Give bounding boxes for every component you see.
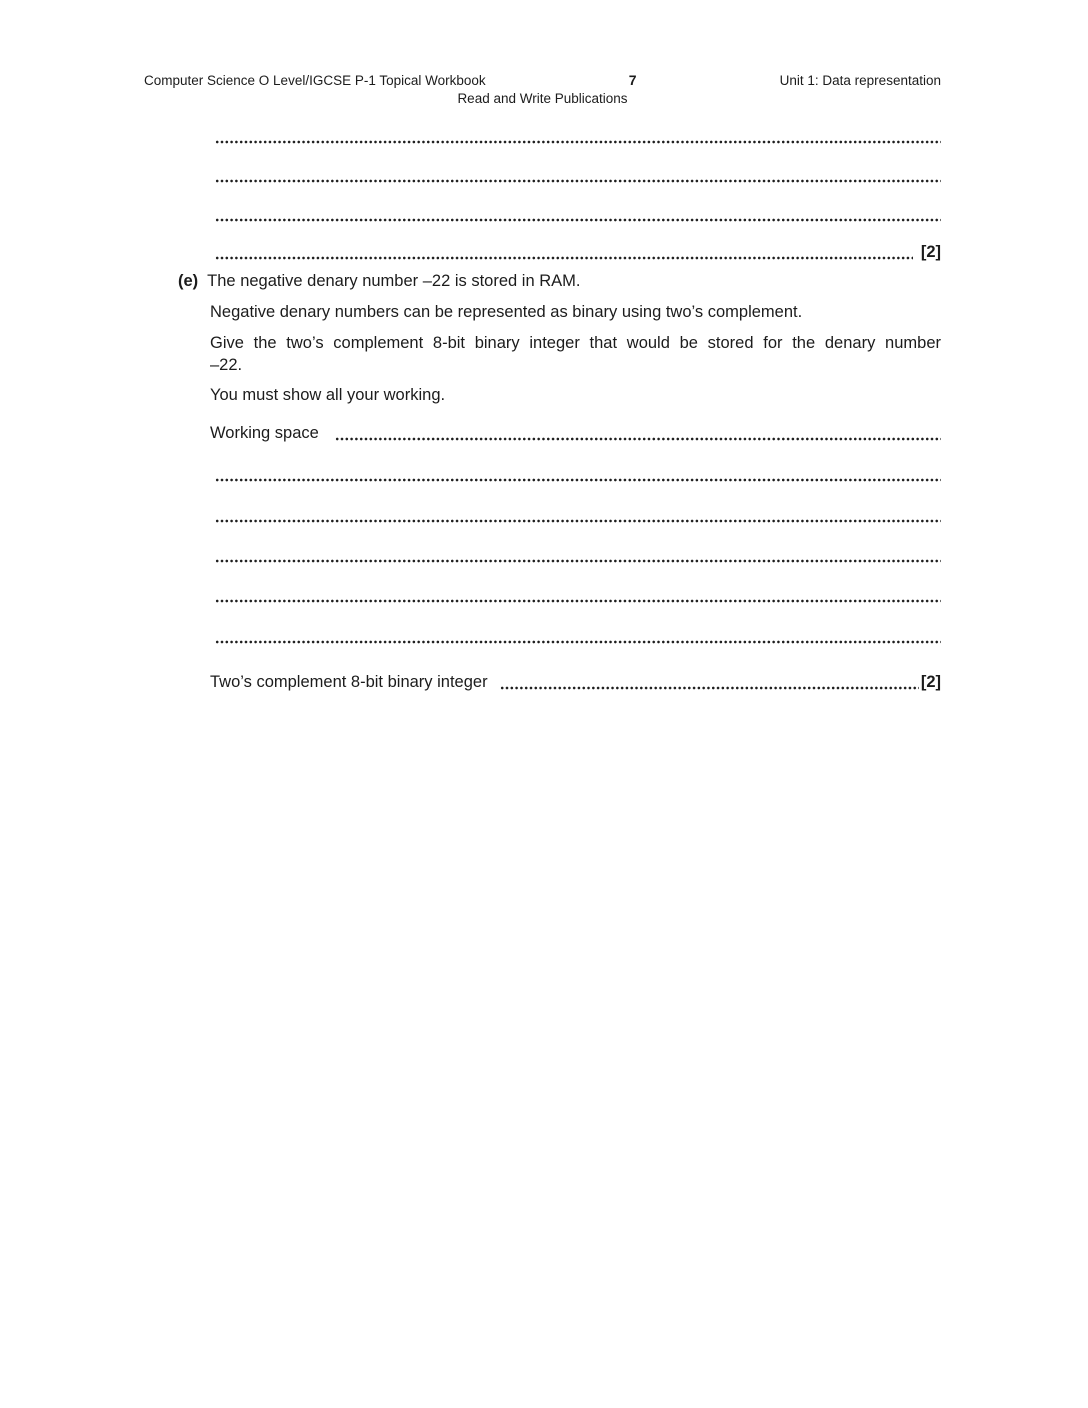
page-header <box>144 72 941 89</box>
working-space-row <box>210 423 941 443</box>
question-label: (e) <box>178 272 199 290</box>
publisher-line: Read and Write Publications <box>457 91 628 106</box>
working-space-label: Working space <box>210 424 319 442</box>
final-answer-row <box>210 672 941 692</box>
header-left-title: Computer Science O Level/IGCSE P-1 Topical Workbook <box>144 73 486 88</box>
marks-badge: [2] <box>920 243 941 261</box>
answer-line <box>215 218 941 222</box>
paragraph-complement: Negative denary numbers can be represented as binary using two’s complement. <box>210 303 803 321</box>
answer-line <box>215 599 941 603</box>
paragraph-task-line2: –22. <box>210 356 243 374</box>
answer-line <box>215 640 941 644</box>
final-answer-label: Two’s complement 8-bit binary integer <box>210 673 488 691</box>
page-number: 7 <box>628 72 637 88</box>
answer-line <box>215 179 941 183</box>
answer-line <box>335 437 941 441</box>
paragraph-task-line1: Give the two’s complement 8-bit binary integer that would be stored for the denary number <box>210 334 941 352</box>
paragraph-working: You must show all your working. <box>210 386 446 404</box>
question-e-statement-line <box>178 271 580 292</box>
answer-line <box>215 519 941 523</box>
marks-badge: [2] <box>920 673 941 691</box>
question-statement: The negative denary number –22 is stored in RAM. <box>207 272 581 290</box>
header-right-title: Unit 1: Data representation <box>779 73 941 88</box>
answer-line-with-marks <box>215 242 941 262</box>
answer-line <box>215 559 941 563</box>
answer-line <box>215 140 941 144</box>
answer-line <box>215 478 941 482</box>
answer-line <box>215 256 913 260</box>
answer-line <box>500 686 919 690</box>
